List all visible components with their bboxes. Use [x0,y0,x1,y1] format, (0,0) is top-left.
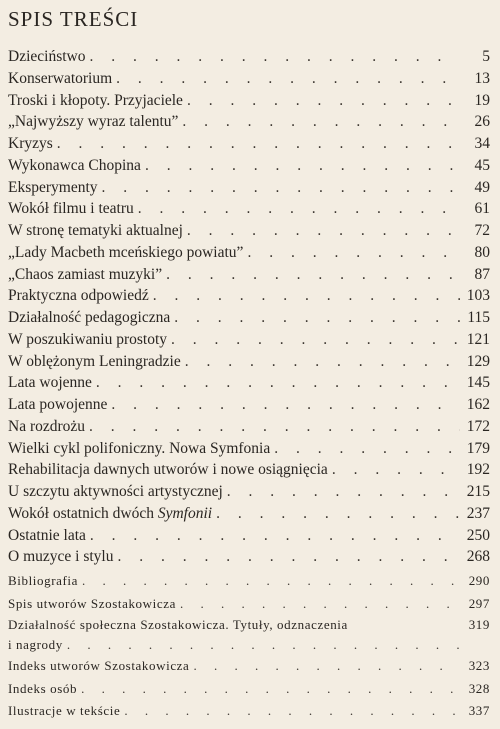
entry-title: Ilustracje w tekście [8,703,121,719]
entry-title: „Najwyższy wyraz talentu” [8,113,179,131]
toc-entry[interactable] [8,438,490,460]
entry-page: 297 [468,595,490,611]
entry-title: Kryzys [8,135,53,152]
entry-title: W poszukiwaniu prostoty [8,330,168,348]
entry-title: O muzyce i stylu [8,548,114,566]
entry-title: Działalność pedagogiczna [8,309,171,326]
entry-title: Konserwatorium [8,69,113,87]
toc-entry-continuation[interactable] [8,634,490,655]
entry-page: 13 [474,69,490,87]
dot-leader [116,68,460,90]
toc-entry[interactable] [8,678,490,701]
entry-page: 319 [468,617,490,633]
entry-title: Eksperymenty [8,178,98,196]
entry-page: 5 [482,48,490,65]
dot-leader [174,307,460,329]
entry-title [8,503,216,525]
entry-page: 328 [468,680,490,696]
dot-leader [82,570,460,593]
dot-leader [96,372,460,394]
entry-title: Bibliografia [8,573,79,588]
toc-entry[interactable] [8,133,490,155]
toc-entry[interactable] [8,503,490,525]
dot-leader [117,546,460,568]
entry-page: 192 [466,461,490,479]
dot-leader [102,177,460,199]
entry-page: 162 [466,396,490,413]
entry-page: 237 [466,504,490,522]
entry-page: 72 [474,222,490,239]
entry-title: i nagrody [8,637,63,653]
entry-page: 19 [474,91,490,109]
entry-page: 61 [474,200,490,218]
dot-leader [182,111,460,133]
dot-leader [166,264,460,286]
entry-page: 26 [474,113,490,131]
entry-page: 215 [466,483,490,500]
entry-page: 250 [466,526,490,544]
dot-leader [227,481,460,503]
entry-title: Spis utworów Szostakowicza [8,595,176,611]
entry-title: Praktyczna odpowiedź [8,287,149,305]
toc-entry[interactable] [8,525,490,547]
dot-leader [67,634,460,655]
toc-entry[interactable] [8,700,490,723]
dot-leader [193,655,460,678]
dot-leader [89,416,460,438]
toc-entry[interactable] [8,593,490,616]
toc-entry[interactable] [8,46,490,68]
entry-title: W oblężonym Leningradzie [8,352,181,370]
toc-entry[interactable] [8,416,490,438]
appendix-list [8,570,490,723]
entry-page: 268 [466,548,490,566]
toc-entry[interactable] [8,655,490,678]
entry-title: Lata powojenne [8,396,108,413]
toc-entry[interactable] [8,177,490,199]
dot-leader [187,90,460,112]
dot-leader [153,285,460,307]
toc-entry[interactable] [8,220,490,242]
entry-title: Działalność społeczna Szostakowicza. Tytuły, odznaczenia [8,617,348,633]
chapter-list [8,46,490,568]
entry-page: 290 [468,573,490,588]
entry-title: Wielki cykl polifoniczny. Nowa Symfonia [8,439,271,457]
dot-leader [57,133,460,155]
toc-entry[interactable] [8,307,490,329]
dot-leader [180,593,460,616]
entry-page: 179 [466,439,490,457]
dot-leader [81,678,460,701]
entry-title: Indeks utworów Szostakowicza [8,658,190,674]
toc-entry[interactable] [8,329,490,351]
toc-entry[interactable] [8,90,490,112]
entry-title: Troski i kłopoty. Przyjaciele [8,91,183,109]
entry-title: Dzieciństwo [8,48,86,65]
entry-title: „Chaos zamiast muzyki” [8,265,163,283]
entry-page: 45 [474,156,490,174]
entry-title-plain: Wokół ostatnich dwóch [8,504,154,522]
entry-title: Na rozdrożu [8,417,86,435]
entry-page: 49 [474,178,490,196]
dot-leader [187,220,460,242]
entry-page: 129 [466,352,490,370]
dot-leader [111,394,460,416]
entry-title: Rehabilitacja dawnych utworów i nowe osiągnięcia [8,461,328,479]
dot-leader [89,46,460,68]
entry-page: 337 [468,703,490,719]
toc-entry[interactable] [8,242,490,264]
toc-entry[interactable] [8,372,490,394]
toc-entry[interactable] [8,546,490,568]
dot-leader [216,503,460,525]
toc-entry[interactable] [8,351,490,373]
entry-page: 172 [466,417,490,435]
toc-entry[interactable] [8,570,490,593]
entry-page: 34 [474,135,490,152]
dot-leader [138,198,460,220]
dot-leader [274,438,460,460]
toc-entry[interactable] [8,198,490,220]
entry-page: 87 [474,265,490,283]
entry-title: Lata wojenne [8,374,92,392]
entry-title: Indeks osób [8,680,78,696]
entry-page: 323 [468,658,490,674]
entry-title: W stronę tematyki aktualnej [8,222,183,239]
dot-leader [145,155,460,177]
dot-leader [332,459,460,481]
entry-page: 80 [474,243,490,261]
dot-leader [171,329,460,351]
toc-entry[interactable] [8,481,490,503]
toc-entry[interactable] [8,155,490,177]
entry-page: 121 [466,330,490,348]
entry-page: 103 [466,287,490,305]
toc-entry[interactable] [8,394,490,416]
toc-entry[interactable] [8,264,490,286]
entry-title: Wykonawca Chopina [8,156,141,174]
dot-leader [247,242,460,264]
dot-leader [90,525,460,547]
entry-page: 115 [467,309,490,326]
entry-title-italic: Symfonii [157,504,213,522]
entry-title: U szczytu aktywności artystycznej [8,483,223,500]
entry-page: 145 [466,374,490,392]
entry-title: Wokół filmu i teatru [8,200,134,218]
toc-entry[interactable] [8,111,490,133]
toc-entry[interactable] [8,68,490,90]
dot-leader [185,351,460,373]
entry-title: Ostatnie lata [8,526,86,544]
toc-entry[interactable] [8,285,490,307]
entry-title: „Lady Macbeth mceńskiego powiatu” [8,243,244,261]
toc-entry[interactable] [8,459,490,481]
page-title: SPIS TREŚCI [8,7,139,31]
toc-entry[interactable] [8,615,490,634]
dot-leader [124,700,460,723]
